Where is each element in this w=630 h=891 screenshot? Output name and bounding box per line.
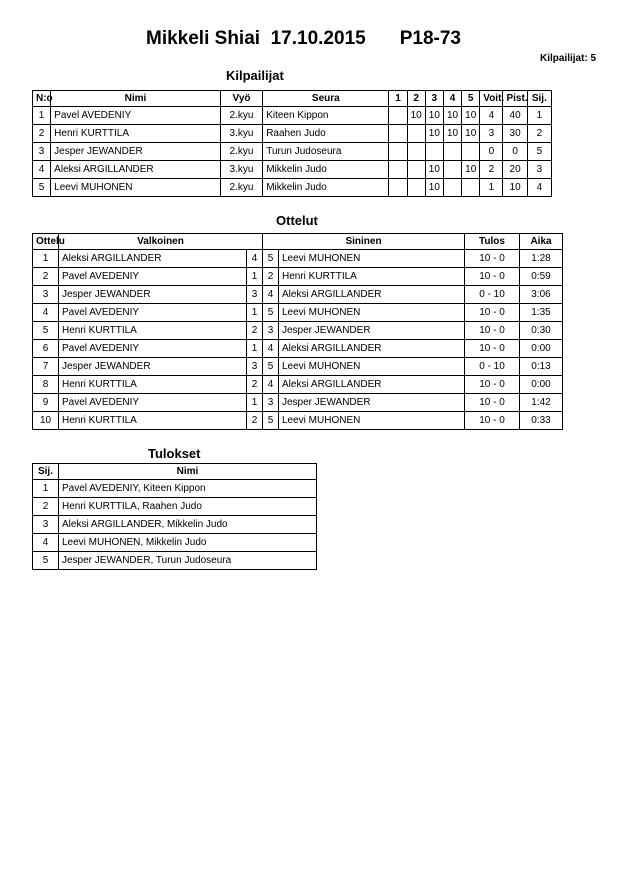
blue-number: 5: [263, 358, 279, 376]
match-row: [33, 376, 563, 394]
blue-competitor: Jesper JEWANDER: [279, 322, 465, 340]
match-number: 6: [33, 340, 59, 358]
match-result: 10 - 0: [465, 394, 520, 412]
match-result: 0 - 10: [465, 358, 520, 376]
match-number: 9: [33, 394, 59, 412]
blue-competitor: Leevi MUHONEN: [279, 358, 465, 376]
white-number: 3: [247, 286, 263, 304]
col-header-result: Tulos: [465, 234, 520, 250]
match-number: 8: [33, 376, 59, 394]
col-header-wins: Voit.: [480, 91, 503, 107]
white-competitor: Pavel AVEDENIY: [59, 394, 247, 412]
result-row: [33, 498, 317, 516]
match-row: [33, 340, 563, 358]
competitor-row: [33, 179, 552, 197]
white-competitor: Pavel AVEDENIY: [59, 304, 247, 322]
match-row: [33, 286, 563, 304]
col-header-name: Nimi: [51, 91, 221, 107]
competitor-club: Kiteen Kippon: [263, 107, 389, 125]
match-time: 0:33: [520, 412, 563, 430]
match-time: 0:00: [520, 376, 563, 394]
match-number: 5: [33, 322, 59, 340]
match-result: 10 - 0: [465, 340, 520, 358]
competitor-wins: 3: [480, 125, 503, 143]
match-result: 10 - 0: [465, 376, 520, 394]
competitor-place: 2: [527, 125, 551, 143]
blue-competitor: Aleksi ARGILLANDER: [279, 376, 465, 394]
results-heading: Tulokset: [148, 446, 201, 461]
blue-competitor: Henri KURTTILA: [279, 268, 465, 286]
score-vs-2: [407, 143, 425, 161]
score-vs-1: [389, 143, 407, 161]
competitor-belt: 2.kyu: [220, 143, 262, 161]
results-table: [32, 463, 317, 570]
competitor-belt: 3.kyu: [220, 161, 262, 179]
event-title: Mikkeli Shiai 17.10.2015: [146, 28, 366, 49]
white-competitor: Aleksi ARGILLANDER: [59, 250, 247, 268]
blue-competitor: Leevi MUHONEN: [279, 250, 465, 268]
match-row: [33, 250, 563, 268]
match-row: [33, 268, 563, 286]
result-name-club: Jesper JEWANDER, Turun Judoseura: [59, 552, 317, 570]
blue-competitor: Leevi MUHONEN: [279, 412, 465, 430]
match-number: 7: [33, 358, 59, 376]
competitor-place: 5: [527, 143, 551, 161]
white-competitor: Pavel AVEDENIY: [59, 268, 247, 286]
match-time: 0:30: [520, 322, 563, 340]
result-name-club: Pavel AVEDENIY, Kiteen Kippon: [59, 480, 317, 498]
score-vs-1: [389, 125, 407, 143]
score-vs-5: 10: [462, 107, 480, 125]
col-header-number: N:o: [33, 91, 51, 107]
match-time: 0:13: [520, 358, 563, 376]
score-vs-3: 10: [425, 107, 443, 125]
blue-number: 3: [263, 394, 279, 412]
match-row: [33, 322, 563, 340]
score-vs-3: [425, 143, 443, 161]
match-time: 1:35: [520, 304, 563, 322]
col-header-place: Sij.: [527, 91, 551, 107]
blue-competitor: Jesper JEWANDER: [279, 394, 465, 412]
competitor-number: 3: [33, 143, 51, 161]
score-vs-4: [443, 179, 461, 197]
score-vs-4: 10: [443, 107, 461, 125]
white-competitor: Henri KURTTILA: [59, 412, 247, 430]
white-number: 2: [247, 412, 263, 430]
match-row: [33, 412, 563, 430]
competitor-points: 40: [503, 107, 527, 125]
col-header-opp5: 5: [462, 91, 480, 107]
score-vs-4: [443, 161, 461, 179]
match-result: 0 - 10: [465, 286, 520, 304]
page-title: [146, 28, 461, 50]
score-vs-2: [407, 161, 425, 179]
match-number: 1: [33, 250, 59, 268]
result-row: [33, 534, 317, 552]
competitor-row: [33, 143, 552, 161]
score-vs-5: 10: [462, 125, 480, 143]
competitor-number: 2: [33, 125, 51, 143]
score-vs-4: 10: [443, 125, 461, 143]
blue-number: 3: [263, 322, 279, 340]
white-number: 1: [247, 394, 263, 412]
match-time: 0:59: [520, 268, 563, 286]
blue-competitor: Leevi MUHONEN: [279, 304, 465, 322]
competitor-count: Kilpailijat: 5: [540, 53, 597, 64]
blue-competitor: Aleksi ARGILLANDER: [279, 340, 465, 358]
match-number: 4: [33, 304, 59, 322]
competitor-wins: 2: [480, 161, 503, 179]
competitor-number: 4: [33, 161, 51, 179]
col-header-white: Valkoinen: [59, 234, 263, 250]
competitor-points: 20: [503, 161, 527, 179]
col-header-opp4: 4: [443, 91, 461, 107]
score-vs-5: [462, 143, 480, 161]
competitor-number: 5: [33, 179, 51, 197]
competitor-points: 0: [503, 143, 527, 161]
match-result: 10 - 0: [465, 322, 520, 340]
col-header-opp1: 1: [389, 91, 407, 107]
match-row: [33, 358, 563, 376]
white-number: 4: [247, 250, 263, 268]
col-header-opp3: 3: [425, 91, 443, 107]
col-header-place: Sij.: [33, 464, 59, 480]
result-place: 3: [33, 516, 59, 534]
competitors-heading: Kilpailijat: [226, 68, 284, 83]
competitor-place: 4: [527, 179, 551, 197]
col-header-blue: Sininen: [263, 234, 465, 250]
competitor-belt: 3.kyu: [220, 125, 262, 143]
score-vs-4: [443, 143, 461, 161]
match-time: 0:00: [520, 340, 563, 358]
result-name-club: Henri KURTTILA, Raahen Judo: [59, 498, 317, 516]
score-vs-2: 10: [407, 107, 425, 125]
col-header-time: Aika: [520, 234, 563, 250]
white-competitor: Jesper JEWANDER: [59, 286, 247, 304]
white-number: 2: [247, 322, 263, 340]
competitor-number: 1: [33, 107, 51, 125]
col-header-name: Nimi: [59, 464, 317, 480]
match-result: 10 - 0: [465, 412, 520, 430]
competitor-belt: 2.kyu: [220, 179, 262, 197]
white-number: 1: [247, 304, 263, 322]
score-vs-2: [407, 125, 425, 143]
match-time: 1:28: [520, 250, 563, 268]
competitor-name: Pavel AVEDENIY: [51, 107, 221, 125]
competitors-table: [32, 90, 552, 197]
score-vs-1: [389, 107, 407, 125]
result-place: 2: [33, 498, 59, 516]
matches-table: [32, 233, 563, 430]
white-competitor: Henri KURTTILA: [59, 376, 247, 394]
white-competitor: Jesper JEWANDER: [59, 358, 247, 376]
blue-number: 4: [263, 286, 279, 304]
competitor-club: Mikkelin Judo: [263, 179, 389, 197]
match-number: 2: [33, 268, 59, 286]
result-place: 1: [33, 480, 59, 498]
competitor-points: 30: [503, 125, 527, 143]
result-name-club: Leevi MUHONEN, Mikkelin Judo: [59, 534, 317, 552]
white-number: 1: [247, 340, 263, 358]
competitor-row: [33, 161, 552, 179]
blue-competitor: Aleksi ARGILLANDER: [279, 286, 465, 304]
competitor-name: Jesper JEWANDER: [51, 143, 221, 161]
blue-number: 4: [263, 340, 279, 358]
col-header-belt: Vyö: [220, 91, 262, 107]
white-competitor: Henri KURTTILA: [59, 322, 247, 340]
match-number: 3: [33, 286, 59, 304]
match-time: 3:06: [520, 286, 563, 304]
event-code: P18-73: [399, 28, 461, 49]
col-header-points: Pist.: [503, 91, 527, 107]
white-number: 3: [247, 358, 263, 376]
match-time: 1:42: [520, 394, 563, 412]
competitor-place: 1: [527, 107, 551, 125]
result-row: [33, 552, 317, 570]
blue-number: 2: [263, 268, 279, 286]
result-place: 5: [33, 552, 59, 570]
col-header-opp2: 2: [407, 91, 425, 107]
matches-heading: Ottelut: [276, 213, 318, 228]
match-result: 10 - 0: [465, 250, 520, 268]
score-vs-3: 10: [425, 179, 443, 197]
competitor-wins: 4: [480, 107, 503, 125]
match-number: 10: [33, 412, 59, 430]
match-result: 10 - 0: [465, 304, 520, 322]
competitor-club: Turun Judoseura: [263, 143, 389, 161]
score-vs-5: [462, 179, 480, 197]
competitor-name: Aleksi ARGILLANDER: [51, 161, 221, 179]
score-vs-3: 10: [425, 125, 443, 143]
match-result: 10 - 0: [465, 268, 520, 286]
blue-number: 4: [263, 376, 279, 394]
competitor-row: [33, 125, 552, 143]
score-vs-1: [389, 161, 407, 179]
white-number: 1: [247, 268, 263, 286]
competitor-place: 3: [527, 161, 551, 179]
competitor-belt: 2.kyu: [220, 107, 262, 125]
competitor-wins: 0: [480, 143, 503, 161]
result-place: 4: [33, 534, 59, 552]
match-row: [33, 304, 563, 322]
competitor-points: 10: [503, 179, 527, 197]
white-competitor: Pavel AVEDENIY: [59, 340, 247, 358]
blue-number: 5: [263, 412, 279, 430]
result-row: [33, 516, 317, 534]
score-vs-1: [389, 179, 407, 197]
blue-number: 5: [263, 250, 279, 268]
result-name-club: Aleksi ARGILLANDER, Mikkelin Judo: [59, 516, 317, 534]
competitor-club: Raahen Judo: [263, 125, 389, 143]
score-vs-5: 10: [462, 161, 480, 179]
col-header-club: Seura: [263, 91, 389, 107]
competitor-club: Mikkelin Judo: [263, 161, 389, 179]
match-row: [33, 394, 563, 412]
score-vs-2: [407, 179, 425, 197]
col-header-match: Ottelu: [33, 234, 59, 250]
blue-number: 5: [263, 304, 279, 322]
competitor-name: Leevi MUHONEN: [51, 179, 221, 197]
white-number: 2: [247, 376, 263, 394]
competitor-row: [33, 107, 552, 125]
score-vs-3: 10: [425, 161, 443, 179]
result-row: [33, 480, 317, 498]
competitor-name: Henri KURTTILA: [51, 125, 221, 143]
competitor-wins: 1: [480, 179, 503, 197]
